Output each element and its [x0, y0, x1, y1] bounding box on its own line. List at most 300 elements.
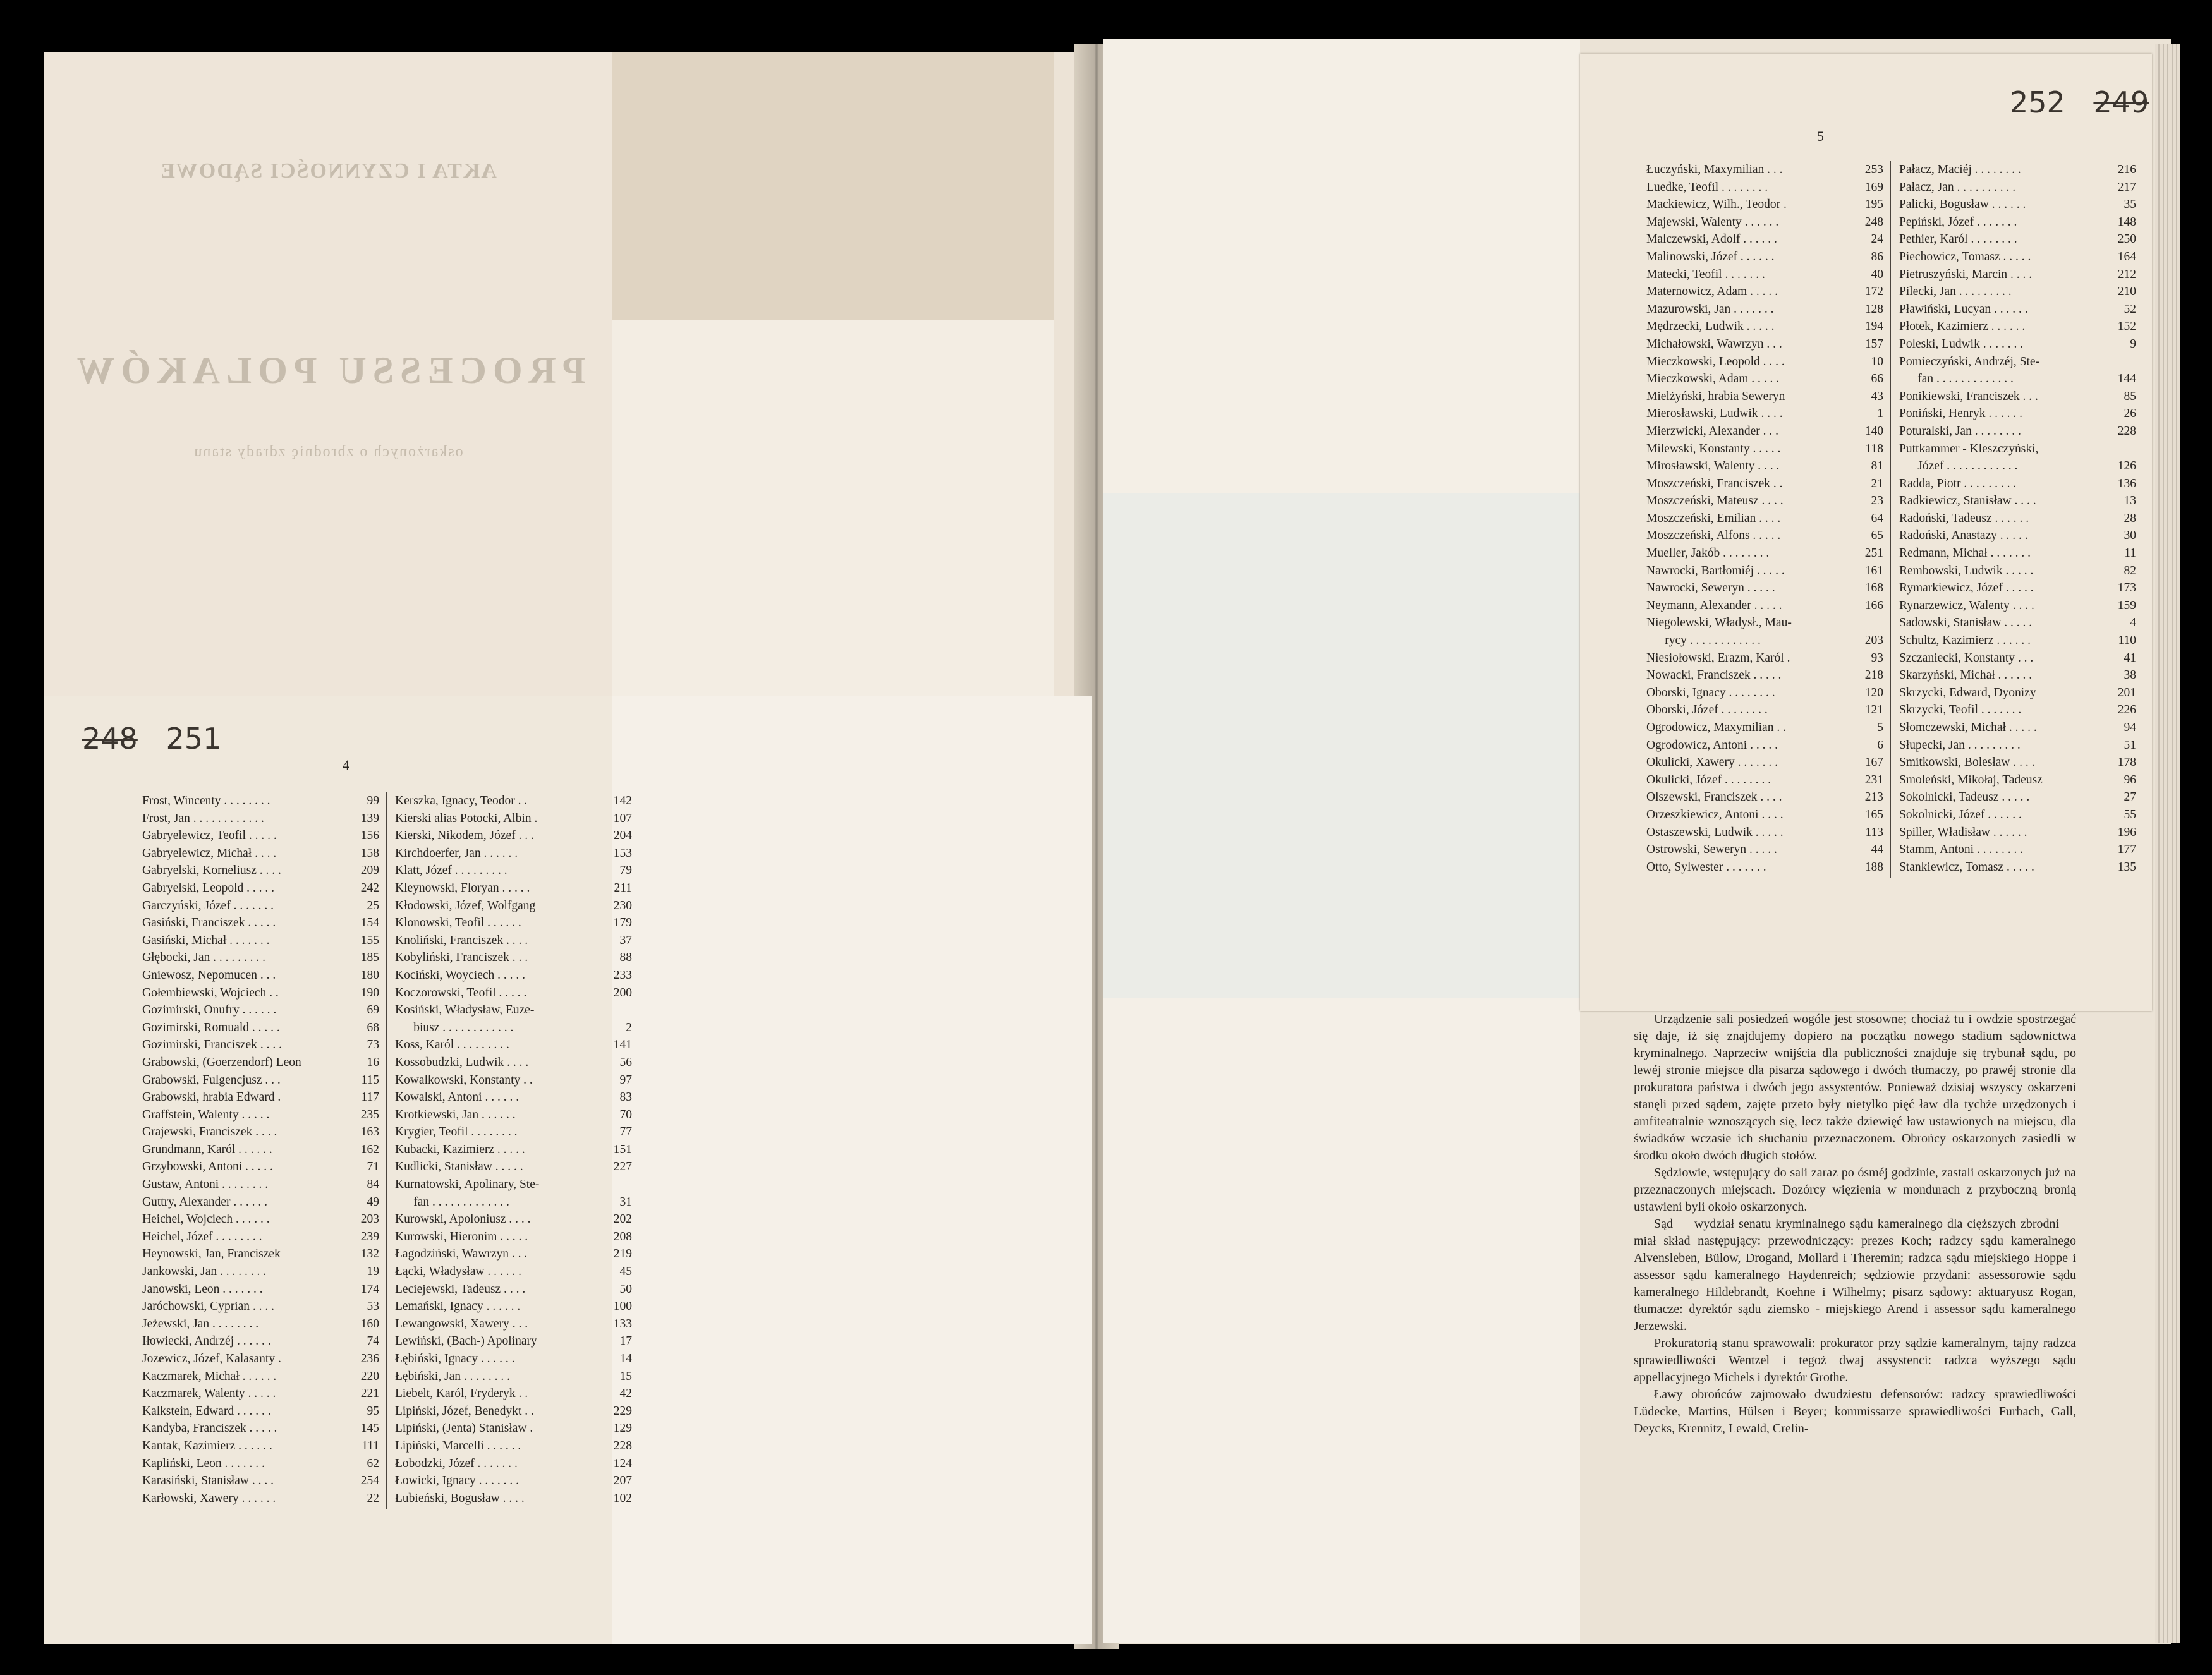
entry-page: 172 — [1864, 285, 1883, 299]
paragraph: Prokuratorią stanu sprawowali: prokurator przy sądzie kameralnym, tajny radzca sprawiedliwości Wentzel i tegoż dwaj assystenci: radzca wyższego sądu appellacyjnego Michels i dyrektór Grothe. — [1634, 1336, 2076, 1384]
entry-name: Stankiewicz, Tomasz . . . . . — [1899, 860, 2034, 874]
struck-folio-number: 249 — [2093, 85, 2149, 119]
entry-name: Łobodzki, Józef . . . . . . . — [395, 1456, 518, 1470]
entry-page: 228 — [613, 1439, 632, 1453]
entry-name: Gustaw, Antoni . . . . . . . . — [142, 1178, 269, 1192]
index-column-1 — [1646, 161, 1883, 876]
index-entry — [395, 1001, 632, 1019]
entry-name: Kobyliński, Franciszek . . . — [395, 951, 528, 965]
entry-page: 135 — [2117, 860, 2136, 874]
entry-page: 228 — [2117, 424, 2136, 438]
index-entry — [1646, 579, 1883, 597]
index-entry — [1899, 719, 2136, 737]
entry-page: 167 — [1864, 756, 1883, 770]
entry-page: 154 — [360, 916, 379, 930]
entry-page: 201 — [2117, 686, 2136, 699]
index-entry — [1646, 214, 1883, 231]
index-entry — [1646, 231, 1883, 248]
entry-page: 64 — [1871, 511, 1883, 525]
index-entry — [142, 1054, 379, 1072]
entry-page: 42 — [619, 1387, 632, 1401]
entry-name: Radkiewicz, Stanisław . . . . — [1899, 494, 2036, 508]
index-entry — [1646, 701, 1883, 719]
entry-name: Mackiewicz, Wilh., Teodor . — [1646, 198, 1787, 212]
entry-name: Kowalski, Antoni . . . . . . — [395, 1091, 520, 1104]
index-entry — [1899, 510, 2136, 528]
index-entry — [1899, 754, 2136, 771]
index-entry — [1646, 806, 1883, 824]
entry-page: 229 — [613, 1404, 632, 1418]
index-entry — [142, 1350, 379, 1368]
index-entry — [1646, 301, 1883, 318]
entry-page: 132 — [360, 1247, 379, 1261]
index-entry — [1899, 614, 2136, 632]
entry-name: Skrzycki, Teofil . . . . . . . — [1899, 703, 2022, 717]
index-entry — [142, 1263, 379, 1281]
index-entry — [395, 1106, 632, 1124]
entry-name: Maternowicz, Adam . . . . . — [1646, 285, 1778, 299]
index-entry — [1646, 789, 1883, 806]
entry-name: Krygier, Teofil . . . . . . . . — [395, 1125, 518, 1139]
index-entry — [395, 1211, 632, 1228]
inserted-paper-tan — [612, 52, 1054, 320]
entry-page: 99 — [367, 794, 379, 807]
entry-name: Kerszka, Ignacy, Teodor . . — [395, 794, 528, 807]
entry-name: Radoński, Anastazy . . . . . — [1899, 529, 2028, 543]
entry-name: Piechowicz, Tomasz . . . . . — [1899, 250, 2031, 263]
entry-page: 88 — [619, 951, 632, 965]
entry-name: Smitkowski, Bolesław . . . . — [1899, 756, 2035, 770]
entry-name: Pethier, Karól . . . . . . . . — [1899, 233, 2017, 246]
entry-name: rycy . . . . . . . . . . . . — [1646, 634, 1761, 648]
entry-page: 82 — [2124, 564, 2136, 577]
entry-name: Krotkiewski, Jan . . . . . . — [395, 1108, 516, 1122]
index-page-left — [44, 696, 632, 1644]
entry-name: Skarzyński, Michał . . . . . . — [1899, 668, 2033, 682]
entry-page: 248 — [1864, 215, 1883, 229]
entry-name: Kaczmarek, Michał . . . . . . — [142, 1369, 277, 1383]
entry-name: Poleski, Ludwik . . . . . . . — [1899, 337, 2024, 351]
index-entry — [1646, 179, 1883, 197]
index-entry — [1646, 475, 1883, 493]
entry-name: Palicki, Bogusław . . . . . . — [1899, 198, 2026, 212]
entry-page: 254 — [360, 1474, 379, 1488]
entry-page: 220 — [360, 1369, 379, 1383]
entry-name: Majewski, Walenty . . . . . . — [1646, 215, 1779, 229]
index-entry — [1899, 179, 2136, 197]
entry-name: Słupecki, Jan . . . . . . . . . — [1899, 738, 2021, 752]
entry-page: 148 — [2117, 215, 2136, 229]
index-entry — [142, 1176, 379, 1194]
index-entry — [142, 897, 379, 915]
index-entry — [1646, 719, 1883, 737]
index-entry — [395, 1054, 632, 1072]
entry-page: 1 — [1877, 407, 1883, 421]
index-entry — [142, 1123, 379, 1141]
index-entry — [1899, 475, 2136, 493]
entry-page: 52 — [2124, 302, 2136, 316]
index-entry — [395, 1420, 632, 1437]
entry-page: 157 — [1864, 337, 1883, 351]
entry-page: 180 — [360, 968, 379, 982]
index-entry — [1646, 370, 1883, 388]
index-entry — [1646, 632, 1883, 650]
index-entry — [142, 1036, 379, 1054]
entry-page: 177 — [2117, 843, 2136, 857]
entry-page: 129 — [613, 1422, 632, 1436]
index-entry — [1899, 701, 2136, 719]
index-entry — [1646, 771, 1883, 789]
entry-name: Schultz, Kazimierz . . . . . . — [1899, 634, 2031, 648]
entry-name: Gozimirski, Franciszek . . . . — [142, 1038, 282, 1052]
index-entry — [395, 1472, 632, 1490]
entry-page: 41 — [2124, 651, 2136, 665]
body-text — [1634, 1011, 2076, 1437]
entry-name: Mielżyński, hrabia Seweryn — [1646, 389, 1785, 403]
entry-name: Kleynowski, Floryan . . . . . — [395, 881, 530, 895]
entry-page: 165 — [1864, 807, 1883, 821]
index-entry — [142, 1245, 379, 1263]
index-entry — [1899, 562, 2136, 580]
entry-name: Grundmann, Karól . . . . . . — [142, 1142, 272, 1156]
index-entry — [1899, 771, 2136, 789]
entry-name: Lipiński, (Jenta) Stanisław . — [395, 1422, 533, 1436]
index-entry — [1899, 423, 2136, 440]
entry-page: 195 — [1864, 198, 1883, 212]
entry-page: 126 — [2117, 459, 2136, 473]
entry-name: Kantak, Kazimierz . . . . . . — [142, 1439, 272, 1453]
entry-page: 161 — [1864, 564, 1883, 577]
index-entry — [395, 949, 632, 967]
entry-page: 81 — [1871, 459, 1883, 473]
page-number: 5 — [1817, 128, 1824, 144]
entry-page: 250 — [2117, 233, 2136, 246]
paragraph: Sąd — wydział senatu kryminalnego sądu kameralnego dla cięższych zbrodni — miał skład następujący: przewodniczący: prezes Koch; radzcy sądu kameralnego Alvensleben, Bülow, Drogand, Mollard i Theremin; radzca sądu miejskiego Hoppe i assessor sądu kameralnego Haydenreich; sędziowie przydani: assessorowie sądu kameralnego Hildebrandt, Koehne i Wilhelmy; pisarz sądowy: aktuaryusz Rogan, tłumacze: dyrektór sądu ziemsko - miejskiego Arend i assessor sądu kameralnego Jerzewski. — [1634, 1217, 2076, 1333]
index-entry — [1646, 737, 1883, 754]
entry-page: 95 — [367, 1404, 379, 1418]
entry-name: Lipiński, Marcelli . . . . . . — [395, 1439, 521, 1453]
index-entry — [142, 845, 379, 862]
index-entry — [1646, 388, 1883, 406]
entry-page: 139 — [360, 811, 379, 825]
entry-name: Milewski, Konstanty . . . . . — [1646, 442, 1781, 456]
entry-name: Sokolnicki, Józef . . . . . . — [1899, 807, 2022, 821]
index-entry — [1646, 684, 1883, 702]
entry-name: Lemański, Ignacy . . . . . . — [395, 1300, 521, 1314]
entry-name: Mierzwicki, Alexander . . . — [1646, 424, 1779, 438]
entry-name: Oborski, Ignacy . . . . . . . . — [1646, 686, 1775, 699]
index-entry — [1646, 353, 1883, 371]
index-entry — [395, 1228, 632, 1246]
entry-page: 30 — [2124, 529, 2136, 543]
entry-page: 66 — [1871, 372, 1883, 386]
entry-name: Pepiński, Józef . . . . . . . — [1899, 215, 2017, 229]
entry-page: 141 — [613, 1038, 632, 1052]
entry-page — [2132, 353, 2136, 371]
index-entry — [142, 1472, 379, 1490]
index-entry — [1646, 492, 1883, 510]
entry-page: 21 — [1871, 476, 1883, 490]
index-entry — [142, 1194, 379, 1211]
entry-name: Pilecki, Jan . . . . . . . . . — [1899, 285, 2012, 299]
entry-name: Leciejewski, Tadeusz . . . . — [395, 1282, 526, 1296]
index-entry — [395, 1298, 632, 1315]
paragraph: Urządzenie sali posiedzeń wogóle jest stosowne; chociaż tu i owdzie spostrzegać się daje, iż się znajdujemy dopiero na początku nowego stadium sądownictwa kryminalnego. Naprzeciw wnijścia dla publiczności znajduje się trybunał sądu, po lewéj stronie miejsce dla pisarza sądowego i dwóch tłumaczy, po prawéj stronie dla prokuratora państwa i dwóch jego assystentów. Ponieważ dzisiaj wszyscy oskarzeni stanęli przed sądem, zajęte przeto były nietylko pięć ław dla tychże urzędzonych i amfiteatralnie wznoszących się, lecz także dziewięć ław ustawionych na miejscu, dla świadków wczasie ich słuchaniu przeznaczonem. Obrońcy oskarzonych zasiedli w środku około dwóch długich stołów. — [1634, 1012, 2076, 1163]
index-entry — [142, 949, 379, 967]
index-entry — [1899, 632, 2136, 650]
index-entry — [1899, 405, 2136, 423]
entry-name: Kosiński, Władysław, Euze- — [395, 1003, 535, 1017]
index-entry — [395, 1455, 632, 1473]
index-entry — [1646, 859, 1883, 876]
entry-page: 160 — [360, 1317, 379, 1331]
index-entry — [395, 880, 632, 897]
entry-name: Pałacz, Maciéj . . . . . . . . — [1899, 163, 2021, 176]
index-entry — [395, 1368, 632, 1386]
entry-page: 251 — [1864, 547, 1883, 560]
index-entry — [1646, 527, 1883, 545]
index-entry — [1646, 196, 1883, 214]
entry-name: Grajewski, Franciszek . . . . — [142, 1125, 277, 1139]
entry-page: 5 — [1877, 721, 1883, 734]
entry-page: 151 — [613, 1142, 632, 1156]
index-entry — [1899, 301, 2136, 318]
entry-page: 71 — [367, 1160, 379, 1174]
entry-page: 37 — [619, 933, 632, 947]
entry-page: 204 — [613, 829, 632, 843]
index-entry — [142, 1019, 379, 1037]
entry-name: Guttry, Alexander . . . . . . — [142, 1195, 268, 1209]
entry-name: Stamm, Antoni . . . . . . . . — [1899, 843, 2024, 857]
index-entry — [1646, 510, 1883, 528]
entry-page: 155 — [360, 933, 379, 947]
index-entry — [142, 967, 379, 984]
index-entry — [1899, 353, 2136, 371]
index-entry — [395, 984, 632, 1002]
entry-name: Spiller, Władisław . . . . . . — [1899, 825, 2027, 839]
entry-page: 45 — [619, 1265, 632, 1279]
entry-page — [2132, 440, 2136, 458]
entry-page — [628, 1176, 632, 1194]
title-line-3: oskarżonych o zbrodnię zdrady stanu — [193, 444, 463, 460]
entry-page: 207 — [613, 1474, 632, 1488]
entry-page: 85 — [2124, 389, 2136, 403]
entry-page: 65 — [1871, 529, 1883, 543]
index-entry — [142, 1455, 379, 1473]
entry-page: 113 — [1865, 825, 1883, 839]
index-entry — [142, 880, 379, 897]
entry-name: Redmann, Michał . . . . . . . — [1899, 547, 2031, 560]
entry-name: Rynarzewicz, Walenty . . . . — [1899, 598, 2034, 612]
entry-name: Mieczkowski, Adam . . . . . — [1646, 372, 1780, 386]
entry-page: 145 — [360, 1422, 379, 1436]
handwritten-folio-left — [82, 722, 221, 756]
entry-page: 38 — [2124, 668, 2136, 682]
entry-page: 162 — [360, 1142, 379, 1156]
index-entry — [395, 932, 632, 950]
entry-page: 68 — [367, 1020, 379, 1034]
index-entry — [1646, 440, 1883, 458]
index-entry — [142, 810, 379, 828]
index-entry — [395, 1281, 632, 1298]
index-entry — [1899, 370, 2136, 388]
entry-name: Mirosławski, Walenty . . . . — [1646, 459, 1780, 473]
entry-page: 19 — [367, 1265, 379, 1279]
index-entry — [1899, 214, 2136, 231]
index-entry — [142, 1158, 379, 1176]
entry-name: Mazurowski, Jan . . . . . . . — [1646, 302, 1774, 316]
index-entry — [1899, 457, 2136, 475]
entry-name: Gozimirski, Onufry . . . . . . — [142, 1003, 277, 1017]
entry-page: 203 — [360, 1212, 379, 1226]
entry-name: Kłodowski, Józef, Wolfgang — [395, 898, 536, 912]
entry-page: 53 — [367, 1300, 379, 1314]
entry-page: 203 — [1864, 634, 1883, 648]
entry-page: 110 — [2118, 634, 2136, 648]
entry-name: Poturalski, Jan . . . . . . . . — [1899, 424, 2021, 438]
index-entry — [1646, 318, 1883, 336]
entry-name: Gabryelski, Korneliusz . . . . — [142, 864, 281, 878]
entry-name: Smoleński, Mikołaj, Tadeusz — [1899, 773, 2043, 787]
entry-page: 211 — [614, 881, 632, 895]
index-entry — [1646, 248, 1883, 266]
entry-page: 74 — [367, 1334, 379, 1348]
index-entry — [1899, 266, 2136, 284]
paragraph: Ławy obrońców zajmowało dwudziestu defensorów: radzcy sprawiedliwości Lüdecke, Martins, Hülsen i Beyer; kommissarze sprawiedliwości Furbach, Gall, Deycks, Krennitz, Lewald, Crelin- — [1634, 1388, 2076, 1436]
entry-name: Koczorowski, Teofil . . . . . — [395, 986, 527, 1000]
index-entry — [1646, 405, 1883, 423]
entry-name: Gasiński, Franciszek . . . . . — [142, 916, 276, 930]
entry-name: Nawrocki, Seweryn . . . . . — [1646, 581, 1775, 595]
entry-page: 152 — [2117, 320, 2136, 334]
index-entry — [142, 827, 379, 845]
entry-page: 31 — [619, 1195, 632, 1209]
entry-page: 84 — [367, 1178, 379, 1192]
entry-name: Lewangowski, Xawery . . . — [395, 1317, 528, 1331]
index-page-right — [1580, 54, 2152, 1011]
entry-name: Jeżewski, Jan . . . . . . . . — [142, 1317, 259, 1331]
entry-name: Rymarkiewicz, Józef . . . . . — [1899, 581, 2034, 595]
entry-page: 221 — [360, 1387, 379, 1401]
entry-page: 27 — [2124, 790, 2136, 804]
paragraph: Sędziowie, wstępujący do sali zaraz po ósméj godzinie, zastali oskarzonych już na przeznaczonych miejscach. Dozórcy więzienia w mondurach z przyboczną bronią ustawieni byli około oskarzonych. — [1634, 1166, 2076, 1214]
entry-name: Kowalkowski, Konstanty . . — [395, 1073, 533, 1087]
entry-name: Rembowski, Ludwik . . . . . — [1899, 564, 2034, 577]
index-entry — [395, 1141, 632, 1159]
entry-name: Ogrodowicz, Maxymilian . . — [1646, 721, 1786, 734]
entry-name: Łuczyński, Maxymilian . . . — [1646, 163, 1783, 176]
entry-page: 100 — [613, 1300, 632, 1314]
page-edges — [2155, 44, 2180, 1643]
entry-page: 55 — [2124, 807, 2136, 821]
entry-name: biusz . . . . . . . . . . . . — [395, 1020, 514, 1034]
entry-name: Mueller, Jakób . . . . . . . . — [1646, 547, 1770, 560]
entry-name: Okulicki, Józef . . . . . . . . — [1646, 773, 1771, 787]
entry-page: 212 — [2117, 267, 2136, 281]
entry-page: 94 — [2124, 721, 2136, 734]
index-entry — [142, 792, 379, 810]
entry-page: 216 — [2117, 163, 2136, 176]
entry-name: Neymann, Alexander . . . . . — [1646, 598, 1782, 612]
entry-name: Skrzycki, Edward, Dyonizy — [1899, 686, 2036, 699]
column-divider — [386, 792, 387, 1509]
index-entry — [395, 967, 632, 984]
index-entry — [395, 845, 632, 862]
entry-page: 144 — [2117, 372, 2136, 386]
entry-name: Kociński, Woyciech . . . . . — [395, 968, 526, 982]
entry-name: Pietruszyński, Marcin . . . . — [1899, 267, 2033, 281]
entry-page: 62 — [367, 1456, 379, 1470]
index-entry — [395, 1036, 632, 1054]
entry-page: 69 — [367, 1003, 379, 1017]
index-entry — [1899, 492, 2136, 510]
index-entry — [395, 810, 632, 828]
entry-page: 196 — [2117, 825, 2136, 839]
index-entry — [1899, 318, 2136, 336]
entry-page — [1880, 614, 1883, 632]
entry-name: Kandyba, Franciszek . . . . . — [142, 1422, 277, 1436]
entry-page: 2 — [626, 1020, 632, 1034]
entry-name: Kurowski, Hieronim . . . . . — [395, 1230, 528, 1243]
index-entry — [1646, 545, 1883, 562]
title-page — [44, 52, 612, 696]
index-entry — [1899, 667, 2136, 684]
entry-name: Niesiołowski, Erazm, Karól . — [1646, 651, 1790, 665]
entry-name: Szczaniecki, Konstanty . . . — [1899, 651, 2034, 665]
index-entry — [142, 862, 379, 880]
entry-page: 156 — [360, 829, 379, 843]
entry-name: Kierski, Nikodem, Józef . . . — [395, 829, 534, 843]
index-entry — [395, 897, 632, 915]
entry-page: 93 — [1871, 651, 1883, 665]
index-entry — [1899, 597, 2136, 615]
index-entry — [1899, 824, 2136, 842]
index-entry — [1646, 266, 1883, 284]
entry-name: Płotek, Kazimierz . . . . . . — [1899, 320, 2026, 334]
entry-page: 102 — [613, 1491, 632, 1505]
column-divider — [1890, 161, 1891, 878]
index-entry — [395, 1123, 632, 1141]
index-entry — [395, 1019, 632, 1037]
entry-name: Otto, Sylwester . . . . . . . — [1646, 860, 1766, 874]
entry-page: 136 — [2117, 476, 2136, 490]
entry-name: Radda, Piotr . . . . . . . . . — [1899, 476, 2017, 490]
entry-page: 230 — [613, 898, 632, 912]
entry-page: 153 — [613, 846, 632, 860]
entry-page: 77 — [619, 1125, 632, 1139]
entry-name: Nawrocki, Bartłomiéj . . . . . — [1646, 564, 1785, 577]
index-entry — [142, 1001, 379, 1019]
entry-name: Moszczeński, Mateusz . . . . — [1646, 494, 1784, 508]
entry-page: 107 — [613, 811, 632, 825]
entry-page: 217 — [2117, 180, 2136, 194]
entry-name: Karłowski, Xawery . . . . . . — [142, 1491, 276, 1505]
entry-name: Łącki, Władysław . . . . . . — [395, 1265, 522, 1279]
entry-name: Gabryelewicz, Michał . . . . — [142, 846, 277, 860]
index-entry — [395, 1176, 632, 1194]
index-entry — [1899, 806, 2136, 824]
index-entry — [1899, 545, 2136, 562]
entry-page: 209 — [360, 864, 379, 878]
entry-name: Niegolewski, Władysł., Mau- — [1646, 616, 1792, 630]
entry-page: 118 — [1865, 442, 1883, 456]
entry-name: Łagodziński, Wawrzyn . . . — [395, 1247, 528, 1261]
entry-name: Karasiński, Stanisław . . . . — [142, 1474, 274, 1488]
index-entry — [142, 1106, 379, 1124]
entry-page: 128 — [1864, 302, 1883, 316]
entry-name: Łowicki, Ignacy . . . . . . . — [395, 1474, 520, 1488]
index-entry — [1899, 248, 2136, 266]
